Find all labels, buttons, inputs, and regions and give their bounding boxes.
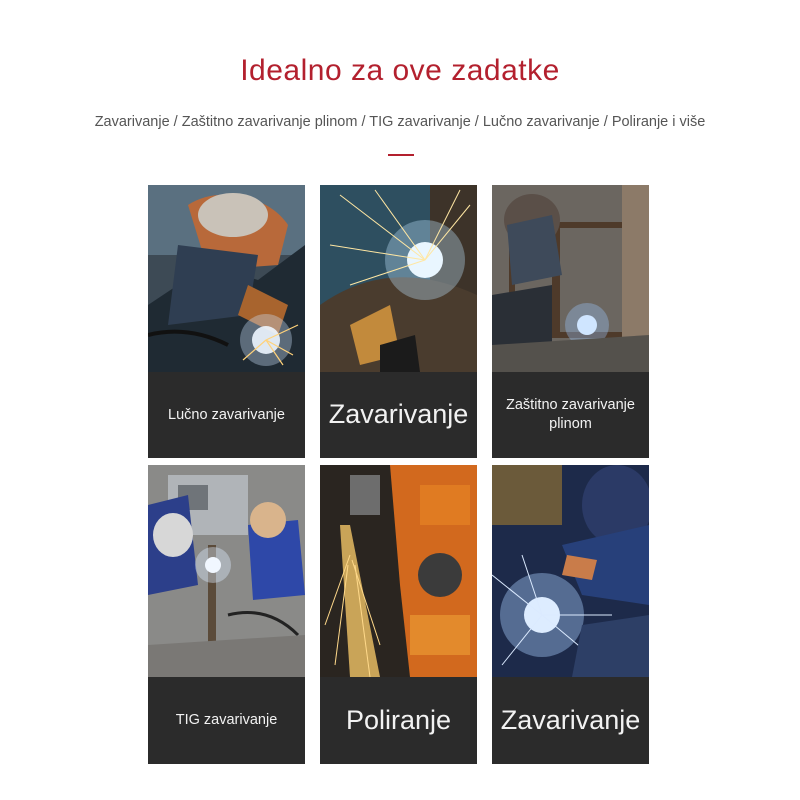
task-card-welding	[320, 185, 477, 458]
page-title: Idealno za ove zadatke	[240, 54, 560, 87]
task-card-label: Zavarivanje	[328, 399, 469, 430]
polishing-robot-photo	[320, 465, 477, 677]
gas-shielded-welding-photo	[492, 185, 649, 372]
task-card-label: Lučno zavarivanje	[168, 406, 285, 423]
task-card-polishing	[320, 465, 477, 764]
task-card-label: Poliranje	[345, 704, 452, 735]
task-card-gas-shielded-welding	[492, 185, 649, 458]
arc-welding-photo	[148, 185, 305, 372]
task-card-tig-welding	[148, 465, 305, 764]
task-card-arc-welding	[148, 185, 305, 458]
welding-blue-arc-photo	[492, 465, 649, 677]
task-card-label: Zavarivanje	[500, 704, 641, 735]
task-card-welding-2	[492, 465, 649, 764]
task-card-label: TIG zavarivanje	[175, 712, 278, 729]
tig-welding-photo	[148, 465, 305, 677]
title-divider	[388, 154, 414, 156]
task-card-label: Zaštitno zavarivanje plinom	[506, 397, 635, 432]
task-list-subtitle: Zavarivanje / Zaštitno zavarivanje plinom / TIG zavarivanje / Lučno zavarivanje / Poliranje i više	[94, 114, 706, 130]
welding-sparks-photo	[320, 185, 477, 372]
